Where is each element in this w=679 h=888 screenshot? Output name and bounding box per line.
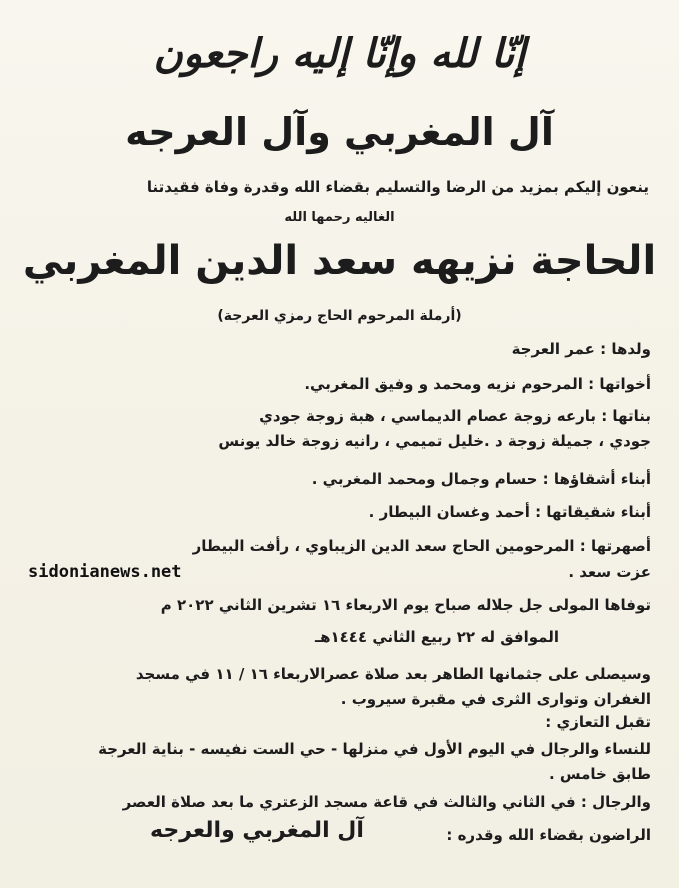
watermark: sidonianews.net — [28, 562, 182, 582]
prayer-line-2: الغفران وتوارى الثرى في مقبرة سيروب . — [340, 690, 651, 708]
announcement-continued: الغاليه رحمها الله — [284, 210, 395, 225]
condolences-line-1: للنساء والرجال في اليوم الأول في منزلها - حي الست نفيسه - بناية العرجة — [98, 740, 651, 758]
deceased-name: الحاجة نزيهه سعد الدين المغربي — [22, 238, 657, 284]
brothers-line: أخواتها : المرحوم نزيه ومحمد و وفيق المغربي. — [304, 375, 651, 393]
closing-families: آل المغربي والعرجه — [150, 818, 364, 843]
in-laws-line-1: أصهرتها : المرحومين الحاج سعد الدين الزيباوي ، رأفت البيطار — [192, 537, 651, 555]
nephews-sisters-line: أبناء شقيقاتها : أحمد وغسان البيطار . — [368, 503, 651, 521]
condolences-title: تقبل التعازي : — [545, 713, 651, 731]
nephews-brothers-line: أبناء أشقاؤها : حسام وجمال ومحمد المغربي . — [311, 470, 651, 488]
announcement: ينعون إليكم بمزيد من الرضا والتسليم بقضاء الله وقدرة وفاة فقيدتنا — [146, 178, 649, 196]
death-date-line-1: توفاها المولى جل جلاله صباح يوم الاربعاء ١٦ تشرين الثاني ٢٠٢٢ م — [160, 596, 651, 614]
families-title: آل المغربي وآل العرجه — [125, 110, 554, 154]
daughters-line-2: جودي ، جميلة زوجة د .خليل تميمي ، رانيه زوجة خالد يونس — [218, 432, 651, 450]
death-date-line-2: الموافق له ٢٢ ربيع الثاني ١٤٤٤هـ — [314, 628, 559, 646]
daughters-line-1: بناتها : بارعه زوجة عصام الديماسي ، هبة زوجة جودي — [259, 407, 651, 425]
prayer-line-1: وسيصلى على جثمانها الطاهر بعد صلاة عصرالاربعاء ١٦ / ١١ في مسجد — [135, 665, 651, 683]
quran-verse: إنّا لله وإنّا إليه راجعون — [153, 30, 526, 77]
son-line: ولدها : عمر العرجة — [511, 340, 651, 358]
condolences-line-2: طابق خامس . — [549, 765, 651, 783]
widow-of: (أرملة المرحوم الحاج رمزي العرجة) — [217, 308, 462, 324]
closing-text: الراضون بقضاء الله وقدره : — [446, 826, 651, 844]
in-laws-line-2: عزت سعد . — [568, 563, 651, 581]
condolences-line-3: والرجال : في الثاني والثالث في قاعة مسجد الزعتري ما بعد صلاة العصر — [122, 793, 651, 811]
